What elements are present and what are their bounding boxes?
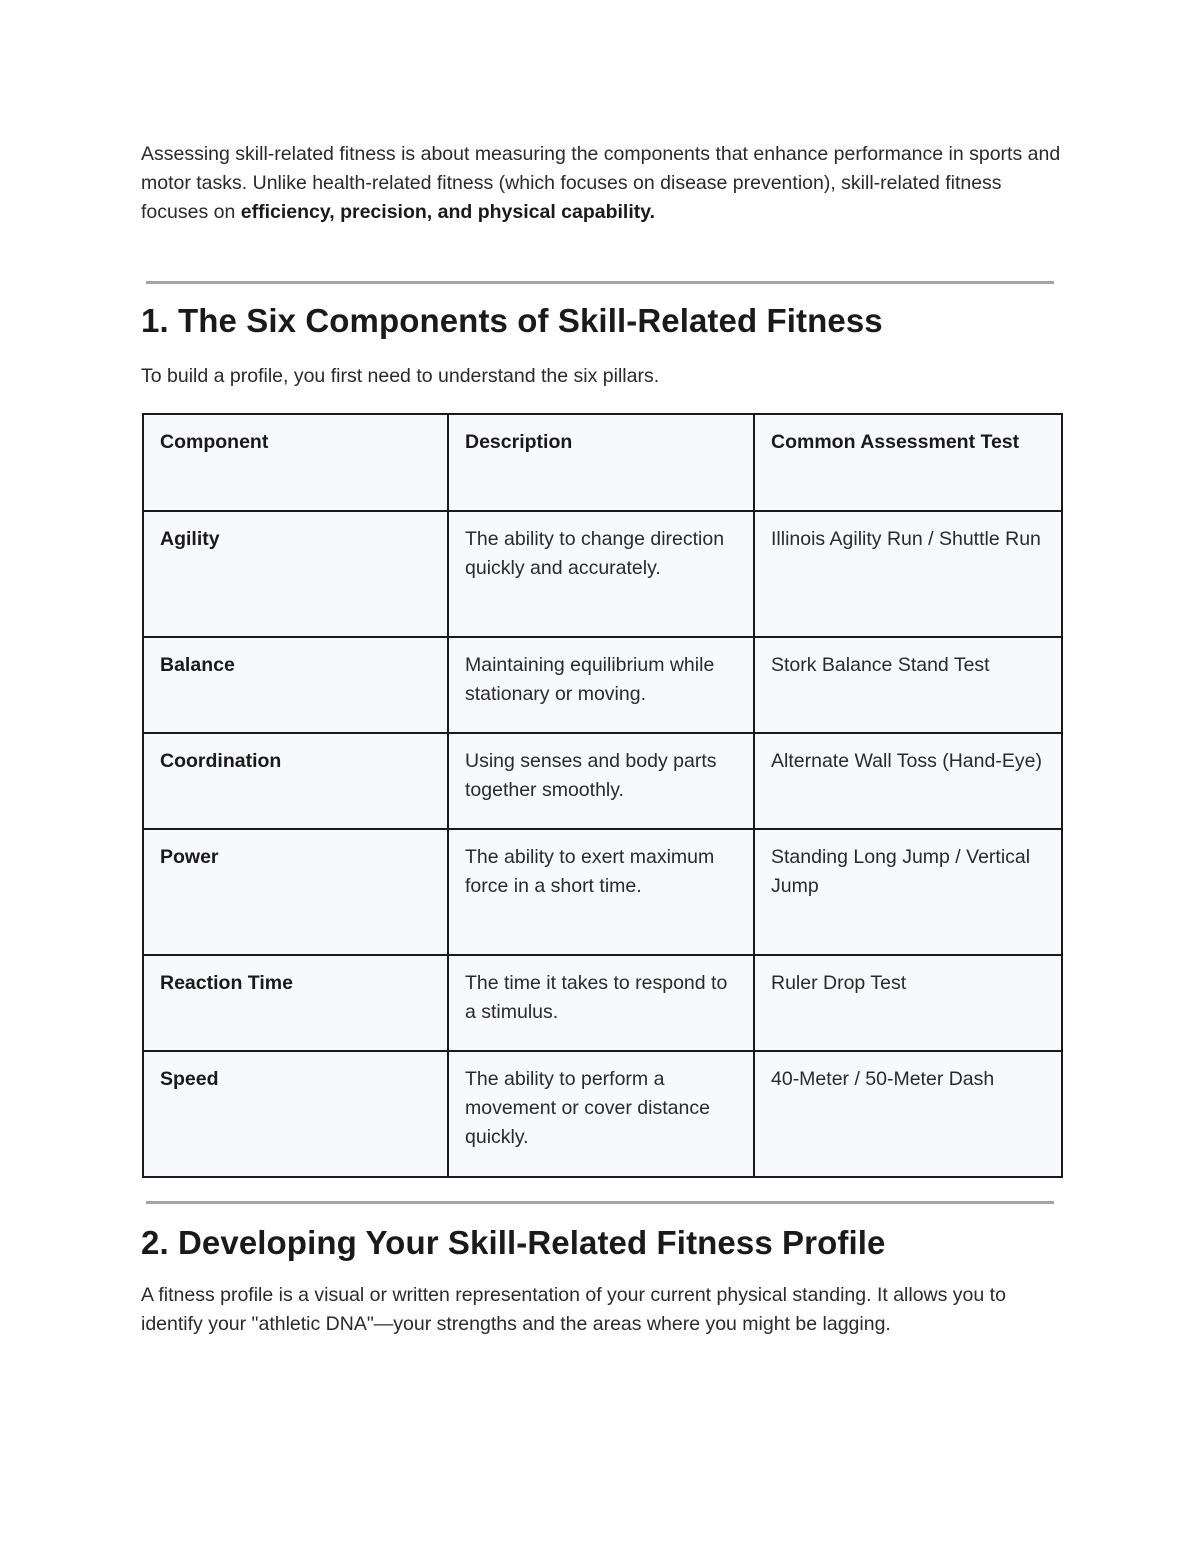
section-1-heading: 1. The Six Components of Skill-Related Fitness	[141, 302, 883, 339]
intro-emphasis: efficiency, precision, and physical capability.	[240, 201, 656, 223]
section-2-body: A fitness profile is a visual or written representation of your current physical standing. It allows you to identify your "athletic DNA"—your strengths and the areas where you might be lagging.	[141, 1284, 1006, 1335]
test-cell: Alternate Wall Toss (Hand-Eye)	[754, 733, 1062, 829]
component-cell: Power	[143, 829, 448, 955]
description-cell: The ability to exert maximum force in a short time.	[448, 829, 754, 955]
section-divider	[146, 1201, 1054, 1204]
description-cell: Maintaining equilibrium while stationary or moving.	[448, 637, 754, 733]
header-description: Description	[448, 414, 754, 511]
table-row	[143, 511, 1062, 637]
description-cell: The ability to change direction quickly and accurately.	[448, 511, 754, 637]
document-page	[141, 140, 1061, 1335]
intro-paragraph	[141, 140, 1061, 227]
component-cell: Agility	[143, 511, 448, 637]
section-divider	[146, 281, 1054, 284]
header-component: Component	[143, 414, 448, 511]
section-2-heading: 2. Developing Your Skill-Related Fitness Profile	[141, 1224, 886, 1261]
test-cell: Illinois Agility Run / Shuttle Run	[754, 511, 1062, 637]
test-cell: Stork Balance Stand Test	[754, 637, 1062, 733]
components-table	[142, 413, 1063, 1178]
description-cell: The time it takes to respond to a stimulus.	[448, 955, 754, 1051]
table-row	[143, 1051, 1062, 1177]
table-header-row	[143, 414, 1062, 511]
description-cell: The ability to perform a movement or cover distance quickly.	[448, 1051, 754, 1177]
test-cell: Standing Long Jump / Vertical Jump	[754, 829, 1062, 955]
intro-text: Assessing skill-related fitness is about measuring the components that enhance performance in sports and motor tasks. Unlike health-related fitness (which focuses on disease prevention), skill-related fitness focuses on	[141, 143, 1061, 223]
test-cell: 40-Meter / 50-Meter Dash	[754, 1051, 1062, 1177]
table-row	[143, 955, 1062, 1051]
table-row	[143, 637, 1062, 733]
header-assessment-test: Common Assessment Test	[754, 414, 1062, 511]
component-cell: Speed	[143, 1051, 448, 1177]
table-row	[143, 733, 1062, 829]
component-cell: Balance	[143, 637, 448, 733]
section-1-subtitle: To build a profile, you first need to understand the six pillars.	[141, 365, 660, 387]
table-row	[143, 829, 1062, 955]
component-cell: Reaction Time	[143, 955, 448, 1051]
test-cell: Ruler Drop Test	[754, 955, 1062, 1051]
component-cell: Coordination	[143, 733, 448, 829]
description-cell: Using senses and body parts together smoothly.	[448, 733, 754, 829]
